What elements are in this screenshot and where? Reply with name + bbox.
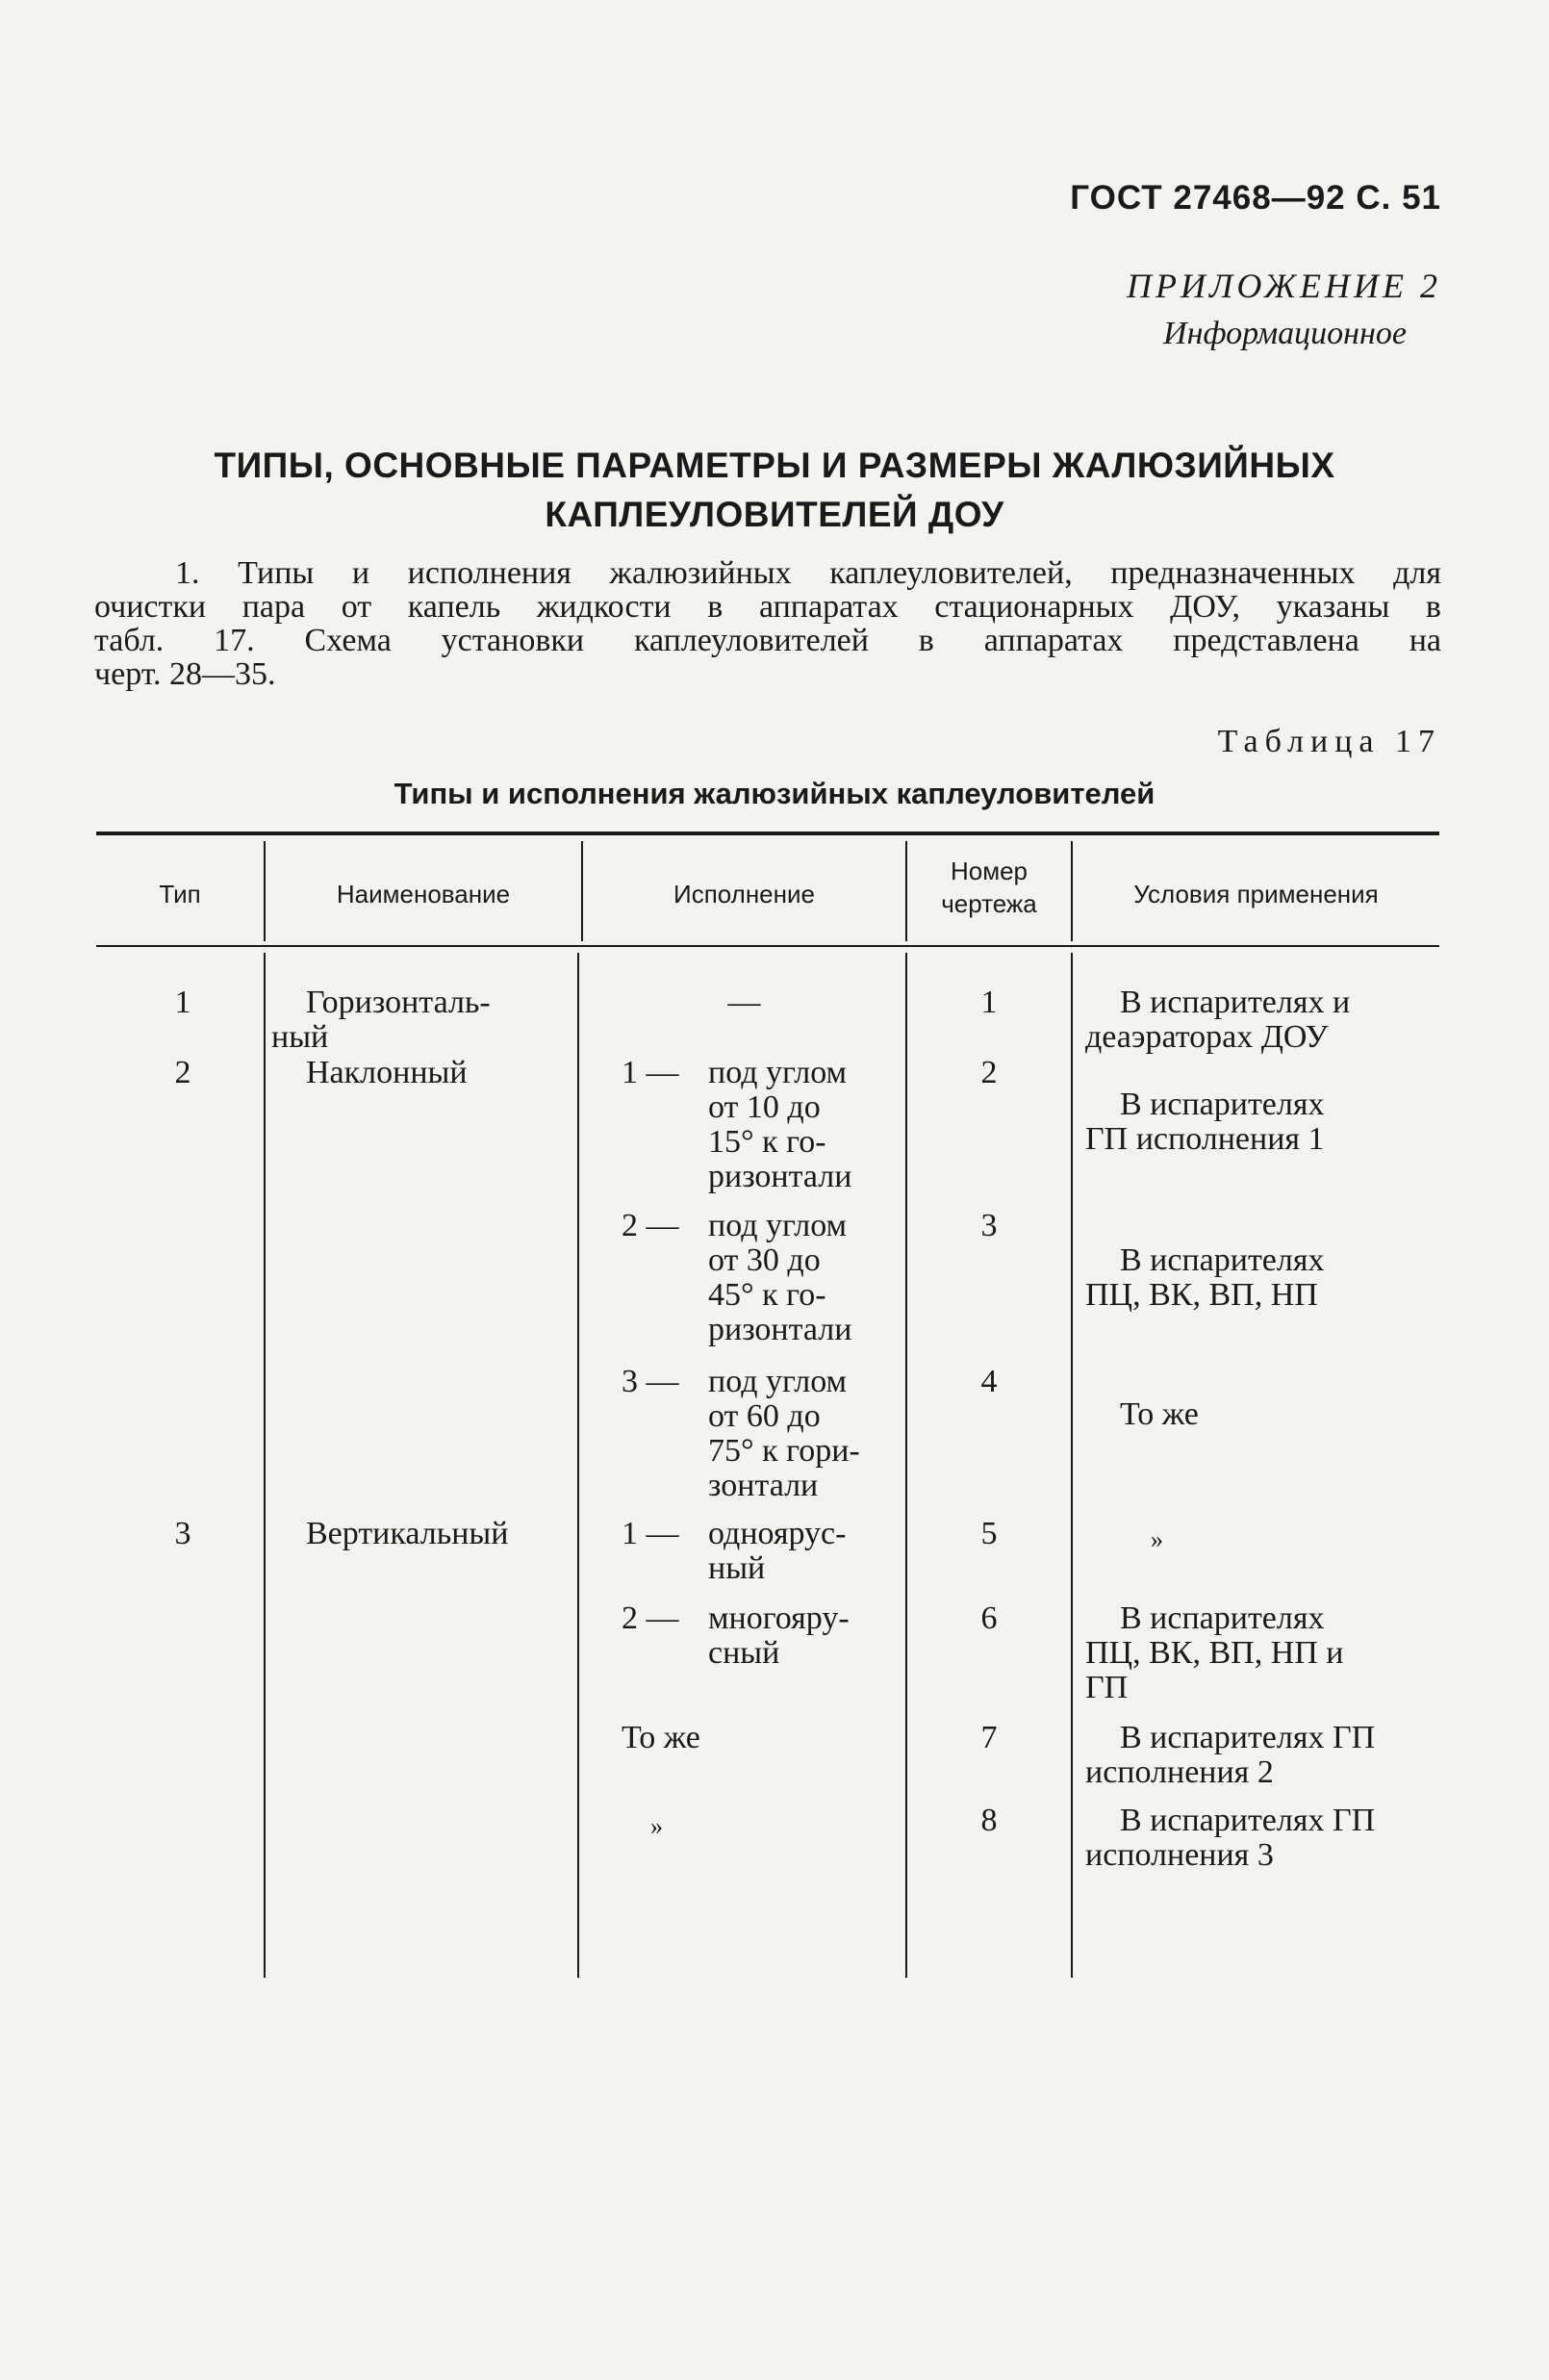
cell-variant-line: 15° к го- xyxy=(708,1124,826,1160)
appendix-type: Информационное xyxy=(1163,316,1407,351)
cell-name-line: Горизонталь- xyxy=(306,985,491,1020)
cell-variant-line: от 30 до xyxy=(708,1242,821,1278)
cell-conditions xyxy=(1085,1601,1432,1705)
cell-conditions xyxy=(1085,985,1432,1055)
cell-variant-line: под углом xyxy=(708,1208,848,1243)
cell-conditions-line: В испарителях xyxy=(1120,1087,1325,1122)
title-line-2: КАПЛЕУЛОВИТЕЛЕЙ ДОУ xyxy=(545,495,1004,534)
paragraph-line-2: очистки пара от капель жидкости в аппаратах стационарных ДОУ, указаны в xyxy=(94,589,1441,625)
header-conditions: Условия применения xyxy=(1133,880,1379,908)
cell-name xyxy=(271,985,570,1055)
cell-variant xyxy=(708,1517,901,1586)
column-divider xyxy=(577,953,579,1978)
cell-variant-line: от 10 до xyxy=(708,1089,821,1125)
cell-variant xyxy=(708,1209,901,1347)
cell-variant-line: одноярус- xyxy=(708,1516,847,1551)
cell-name: Вертикальный xyxy=(306,1516,509,1551)
cell-variant xyxy=(708,1365,901,1503)
cell-name-line: ный xyxy=(271,1019,329,1055)
cell-variant-line: под углом xyxy=(708,1055,848,1090)
cell-drawing: 8 xyxy=(980,1803,998,1838)
header-drawing-number xyxy=(907,855,1071,920)
cell-conditions-line: В испарителях ГП xyxy=(1120,1720,1376,1755)
intro-paragraph xyxy=(94,556,1441,691)
column-divider xyxy=(1071,953,1073,1978)
cell-type: 1 xyxy=(174,985,191,1020)
header-bottom-rule xyxy=(96,945,1439,947)
cell-conditions-line: исполнения 2 xyxy=(1085,1754,1274,1790)
cell-variant-line: ный xyxy=(708,1550,766,1586)
paragraph-line-4: черт. 28—35. xyxy=(94,656,276,692)
cell-variant-line: ризонтали xyxy=(708,1312,852,1347)
cell-variant xyxy=(708,1601,901,1671)
cell-variant-number: 2 — xyxy=(622,1208,679,1243)
cell-conditions-line: В испарителях и xyxy=(1120,985,1351,1020)
cell-drawing: 3 xyxy=(980,1208,998,1243)
cell-variant-number: 1 — xyxy=(622,1516,679,1551)
cell-variant-number: 3 — xyxy=(622,1364,679,1399)
cell-variant-ditto: » xyxy=(650,1812,663,1840)
paragraph-line-3: табл. 17. Схема установки каплеуловителей в аппаратах представлена на xyxy=(94,623,1441,658)
document-title xyxy=(0,441,1549,539)
cell-variant-line: от 60 до xyxy=(708,1398,821,1434)
cell-conditions-line: В испарителях xyxy=(1120,1242,1325,1278)
cell-variant: То же xyxy=(622,1720,700,1755)
cell-drawing: 7 xyxy=(980,1720,998,1755)
header-drawing-line-1: Номер xyxy=(950,857,1028,885)
cell-name: Наклонный xyxy=(306,1055,468,1090)
table-number: Таблица 17 xyxy=(1217,724,1441,759)
cell-conditions: То же xyxy=(1120,1396,1199,1432)
cell-conditions-line: исполнения 3 xyxy=(1085,1837,1274,1873)
cell-variant-number: 2 — xyxy=(622,1600,679,1636)
cell-variant: — xyxy=(727,985,761,1020)
cell-drawing: 4 xyxy=(980,1364,998,1399)
cell-conditions-line: деаэраторах ДОУ xyxy=(1085,1019,1329,1055)
header-type: Тип xyxy=(159,880,201,908)
cell-conditions xyxy=(1085,1243,1432,1313)
cell-variant-line: 75° к гори- xyxy=(708,1433,860,1469)
table-caption: Типы и исполнения жалюзийных каплеуловителей xyxy=(394,777,1155,810)
cell-variant-line: многояру- xyxy=(708,1600,850,1636)
cell-conditions xyxy=(1085,1721,1432,1790)
appendix-label: ПРИЛОЖЕНИЕ 2 xyxy=(1127,267,1441,305)
cell-variant-number: 1 — xyxy=(622,1055,679,1090)
cell-conditions-line: В испарителях xyxy=(1120,1600,1325,1636)
cell-drawing: 1 xyxy=(980,985,998,1020)
cell-conditions-ditto: » xyxy=(1151,1525,1163,1553)
cell-conditions-line: ГП исполнения 1 xyxy=(1085,1121,1325,1157)
paragraph-line-1: 1. Типы и исполнения жалюзийных каплеуловителей, предназначенных для xyxy=(175,555,1441,591)
page-header-reference: ГОСТ 27468—92 С. 51 xyxy=(1070,179,1441,217)
cell-variant-line: зонтали xyxy=(708,1468,819,1503)
cell-conditions-line: ГП xyxy=(1085,1670,1129,1705)
header-variant: Исполнение xyxy=(673,880,815,908)
column-divider xyxy=(264,953,266,1978)
cell-conditions xyxy=(1085,1804,1432,1873)
cell-type: 3 xyxy=(174,1516,191,1551)
cell-variant-line: ризонтали xyxy=(708,1159,852,1194)
cell-variant-line: сный xyxy=(708,1635,780,1671)
table-top-rule xyxy=(96,832,1439,835)
cell-drawing: 2 xyxy=(980,1055,998,1090)
title-line-1: ТИПЫ, ОСНОВНЫЕ ПАРАМЕТРЫ И РАЗМЕРЫ ЖАЛЮЗИЙНЫХ xyxy=(214,446,1335,485)
cell-drawing: 6 xyxy=(980,1600,998,1636)
cell-variant xyxy=(708,1056,901,1194)
cell-conditions xyxy=(1085,1088,1432,1157)
cell-conditions-line: ПЦ, ВК, ВП, НП xyxy=(1085,1277,1318,1313)
cell-variant-line: под углом xyxy=(708,1364,848,1399)
cell-conditions-line: ПЦ, ВК, ВП, НП и xyxy=(1085,1635,1344,1671)
cell-conditions-line: В испарителях ГП xyxy=(1120,1803,1376,1838)
header-drawing-line-2: чертежа xyxy=(941,889,1037,918)
header-name: Наименование xyxy=(336,880,511,908)
cell-variant-line: 45° к го- xyxy=(708,1277,826,1313)
cell-type: 2 xyxy=(174,1055,191,1090)
cell-drawing: 5 xyxy=(980,1516,998,1551)
